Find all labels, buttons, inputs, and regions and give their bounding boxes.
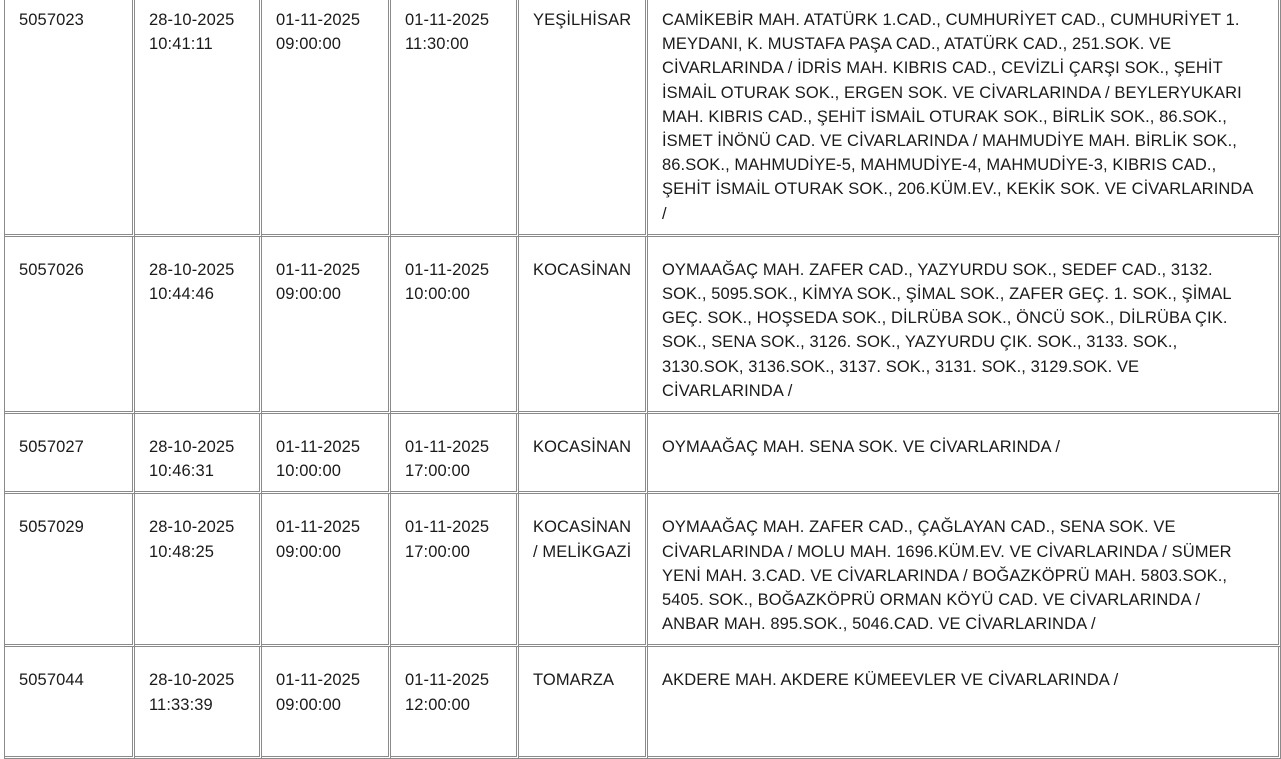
affected-area-cell: OYMAAĞAÇ MAH. ZAFER CAD., ÇAĞLAYAN CAD., SENA SOK. VE CİVARLARINDA / MOLU MAH. 1696.KÜM.EV. VE CİVARLARINDA / SÜMER YENİ MAH. 3.CAD. VE CİVARLARINDA / BOĞAZKÖPRÜ MAH. 5803.SOK., 5405. SOK., BOĞAZKÖPRÜ ORMAN KÖYÜ CAD. VE CİVARLARINDA / ANBAR MAH. 895.SOK., 5046.CAD. VE CİVARLARINDA / bbox=[648, 494, 1281, 647]
table-row bbox=[5, 647, 1281, 759]
start-date: 01-11-2025 bbox=[276, 438, 361, 457]
affected-area-cell: OYMAAĞAÇ MAH. ZAFER CAD., YAZYURDU SOK., SEDEF CAD., 3132. SOK., 5095.SOK., KİMYA SOK., ŞİMAL SOK., ZAFER GEÇ. 1. SOK., ŞİMAL GEÇ. SOK., HOŞSEDA SOK., DİLRÜBA SOK., ÖNCÜ SOK., DİLRÜBA ÇIK. SOK., SENA SOK., 3126. SOK., YAZYURDU ÇIK. SOK., 3133. SOK., 3130.SOK, 3136.SOK., 3137. SOK., 3131. SOK., 3129.SOK. VE CİVARLARINDA / bbox=[648, 237, 1281, 414]
end-time: 17:00:00 bbox=[405, 542, 471, 561]
record-id-cell: 5057023 bbox=[5, 0, 135, 237]
created-date: 28-10-2025 bbox=[149, 11, 235, 29]
created-datetime-cell bbox=[135, 414, 262, 494]
start-datetime-cell bbox=[262, 414, 391, 494]
created-date: 28-10-2025 bbox=[149, 518, 235, 537]
start-date: 01-11-2025 bbox=[276, 518, 361, 537]
end-time: 17:00:00 bbox=[405, 462, 471, 481]
end-date: 01-11-2025 bbox=[405, 11, 490, 29]
table-row bbox=[5, 414, 1281, 494]
start-time: 09:00:00 bbox=[276, 542, 342, 561]
end-datetime-cell bbox=[391, 237, 519, 414]
district-cell: KOCASİNAN bbox=[519, 414, 648, 494]
start-datetime-cell bbox=[262, 494, 391, 647]
end-date: 01-11-2025 bbox=[405, 438, 490, 457]
created-datetime-cell bbox=[135, 647, 262, 759]
affected-area-cell: CAMİKEBİR MAH. ATATÜRK 1.CAD., CUMHURİYET CAD., CUMHURİYET 1. MEYDANI, K. MUSTAFA PAŞA CAD., ATATÜRK CAD., 251.SOK. VE CİVARLARINDA / İDRİS MAH. KIBRIS CAD., CEVİZLİ ÇARŞI SOK., ŞEHİT İSMAİL OTURAK SOK., ERGEN SOK. VE CİVARLARINDA / BEYLERYUKARI MAH. KIBRIS CAD., ŞEHİT İSMAİL OTURAK SOK., BİRLİK SOK., 86.SOK., İSMET İNÖNÜ CAD. VE CİVARLARINDA / MAHMUDİYE MAH. BİRLİK SOK., 86.SOK., MAHMUDİYE-5, MAHMUDİYE-4, MAHMUDİYE-3, KIBRIS CAD., ŞEHİT İSMAİL OTURAK SOK., 206.KÜM.EV., KEKİK SOK. VE CİVARLARINDA / bbox=[648, 0, 1281, 237]
end-datetime-cell bbox=[391, 647, 519, 759]
end-time: 12:00:00 bbox=[405, 695, 471, 714]
table-row bbox=[5, 494, 1281, 647]
district-cell: KOCASİNAN / MELİKGAZİ bbox=[519, 494, 648, 647]
created-time: 10:48:25 bbox=[149, 542, 215, 561]
affected-area-cell: AKDERE MAH. AKDERE KÜMEEVLER VE CİVARLARINDA / bbox=[648, 647, 1281, 759]
record-id-cell: 5057029 bbox=[5, 494, 135, 647]
created-date: 28-10-2025 bbox=[149, 671, 235, 690]
start-datetime-cell bbox=[262, 647, 391, 759]
end-datetime-cell bbox=[391, 494, 519, 647]
district-cell: YEŞİLHİSAR bbox=[519, 0, 648, 237]
start-date: 01-11-2025 bbox=[276, 11, 361, 29]
start-date: 01-11-2025 bbox=[276, 671, 361, 690]
end-time: 11:30:00 bbox=[405, 35, 469, 54]
created-datetime-cell bbox=[135, 237, 262, 414]
end-datetime-cell bbox=[391, 0, 519, 237]
district-cell: TOMARZA bbox=[519, 647, 648, 759]
created-datetime-cell bbox=[135, 0, 262, 237]
table-row bbox=[5, 237, 1281, 414]
end-date: 01-11-2025 bbox=[405, 518, 490, 537]
record-id-cell: 5057027 bbox=[5, 414, 135, 494]
created-date: 28-10-2025 bbox=[149, 260, 235, 279]
end-datetime-cell bbox=[391, 414, 519, 494]
created-date: 28-10-2025 bbox=[149, 438, 235, 457]
created-time: 11:33:39 bbox=[149, 695, 213, 714]
district-cell: KOCASİNAN bbox=[519, 237, 648, 414]
start-datetime-cell bbox=[262, 237, 391, 414]
created-time: 10:44:46 bbox=[149, 285, 215, 304]
affected-area-cell: OYMAAĞAÇ MAH. SENA SOK. VE CİVARLARINDA / bbox=[648, 414, 1281, 494]
end-date: 01-11-2025 bbox=[405, 671, 490, 690]
start-date: 01-11-2025 bbox=[276, 260, 361, 279]
start-datetime-cell bbox=[262, 0, 391, 237]
created-time: 10:46:31 bbox=[149, 462, 215, 481]
record-id-cell: 5057026 bbox=[5, 237, 135, 414]
created-datetime-cell bbox=[135, 494, 262, 647]
end-date: 01-11-2025 bbox=[405, 260, 490, 279]
end-time: 10:00:00 bbox=[405, 285, 471, 304]
created-time: 10:41:11 bbox=[149, 35, 213, 54]
start-time: 09:00:00 bbox=[276, 695, 342, 714]
start-time: 09:00:00 bbox=[276, 285, 342, 304]
record-id-cell: 5057044 bbox=[5, 647, 135, 759]
outage-table bbox=[4, 0, 1281, 759]
table-row bbox=[5, 0, 1281, 237]
start-time: 09:00:00 bbox=[276, 35, 342, 54]
start-time: 10:00:00 bbox=[276, 462, 342, 481]
